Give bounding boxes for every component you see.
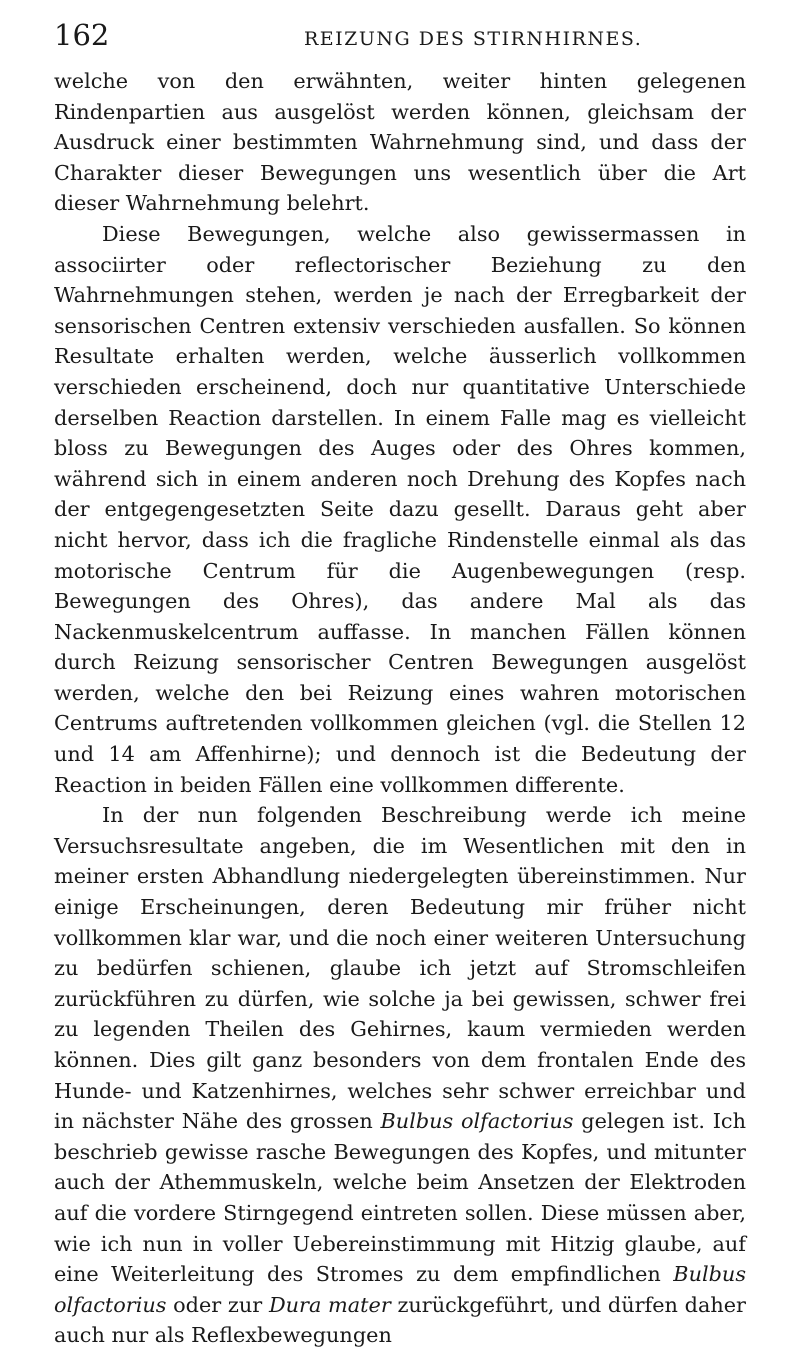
- body-text: [54, 66, 746, 1351]
- page-header: [54, 18, 746, 66]
- paragraph-text: Diese Bewegungen, welche also gewissermassen in associirter oder reflectorischer Beziehung zu den Wahrnehmungen stehen, werden je nach der Erregbarkeit der sensorischen Centren extensiv verschieden ausfallen. So können Resultate erhalten werden, welche äusserlich vollkommen verschieden erscheinend, doch nur quantitative Unterschiede derselben Reaction darstellen. In einem Falle mag es vielleicht bloss zu Bewegungen des Auges oder des Ohres kommen, während sich in einem anderen noch Drehung des Kopfes nach der entgegengesetzten Seite dazu gesellt. Daraus geht aber nicht hervor, dass ich die fragliche Rindenstelle einmal als das motorische Centrum für die Augenbewegungen (resp. Bewegungen des Ohres), das andere Mal als das Nackenmuskelcentrum auffasse. In manchen Fällen können durch Reizung sensorischer Centren Bewegungen ausgelöst werden, welche den bei Reizung eines wahren motorischen Centrums auftretenden vollkommen gleichen (vgl. die Stellen 12 und 14 am Affenhirne); und dennoch ist die Bedeutung der Reaction in beiden Fällen eine vollkommen differente.: [54, 221, 746, 797]
- page-number: 162: [54, 18, 110, 52]
- paragraph-text: welche von den erwähnten, weiter hinten gelegenen Rindenpartien aus ausgelöst werden können, gleichsam der Ausdruck einer bestimmten Wahrnehmung sind, und dass der Charakter dieser Bewegungen uns wesentlich über die Art dieser Wahrnehmung belehrt.: [54, 69, 746, 216]
- paragraph-text: gelegen ist. Ich beschrieb gewisse rasche Bewegungen des Kopfes, und mitunter auch der Athemmuskeln, welche beim Ansetzen der Elektroden auf die vordere Stirngegend eintreten sollen. Diese müssen aber, wie ich nun in voller Uebereinstimmung mit Hitzig glaube, auf eine Weiterleitung des Stromes zu dem empfindlichen: [54, 1109, 746, 1287]
- paragraph-continued: [54, 66, 746, 219]
- paragraph: [54, 800, 746, 1351]
- paragraph-text: In der nun folgenden Beschreibung werde ich meine Versuchsresultate angeben, die im Wesentlichen mit den in meiner ersten Abhandlung niedergelegten übereinstimmen. Nur einige Erscheinungen, deren Bedeutung mir früher nicht vollkommen klar war, und die noch einer weiteren Untersuchung zu bedürfen schienen, glaube ich jetzt auf Stromschleifen zurückführen zu dürfen, wie solche ja bei gewissen, schwer frei zu legenden Theilen des Gehirnes, kaum vermieden werden können. Dies gilt ganz besonders von dem frontalen Ende des Hunde- und Katzenhirnes, welches sehr schwer erreichbar und in nächster Nähe des grossen: [54, 803, 746, 1134]
- paragraph: [54, 219, 746, 800]
- paragraph-text: oder zur: [166, 1292, 269, 1317]
- italic-term: Dura mater: [268, 1292, 391, 1317]
- running-title: REIZUNG DES STIRNHIRNES.: [304, 28, 643, 50]
- italic-term: Bulbus olfactorius: [54, 1262, 746, 1317]
- italic-term: Bulbus olfactorius: [380, 1109, 574, 1134]
- paragraph-text: zurückgeführt, und dürfen daher auch nur als Reflexbewegungen: [54, 1292, 746, 1348]
